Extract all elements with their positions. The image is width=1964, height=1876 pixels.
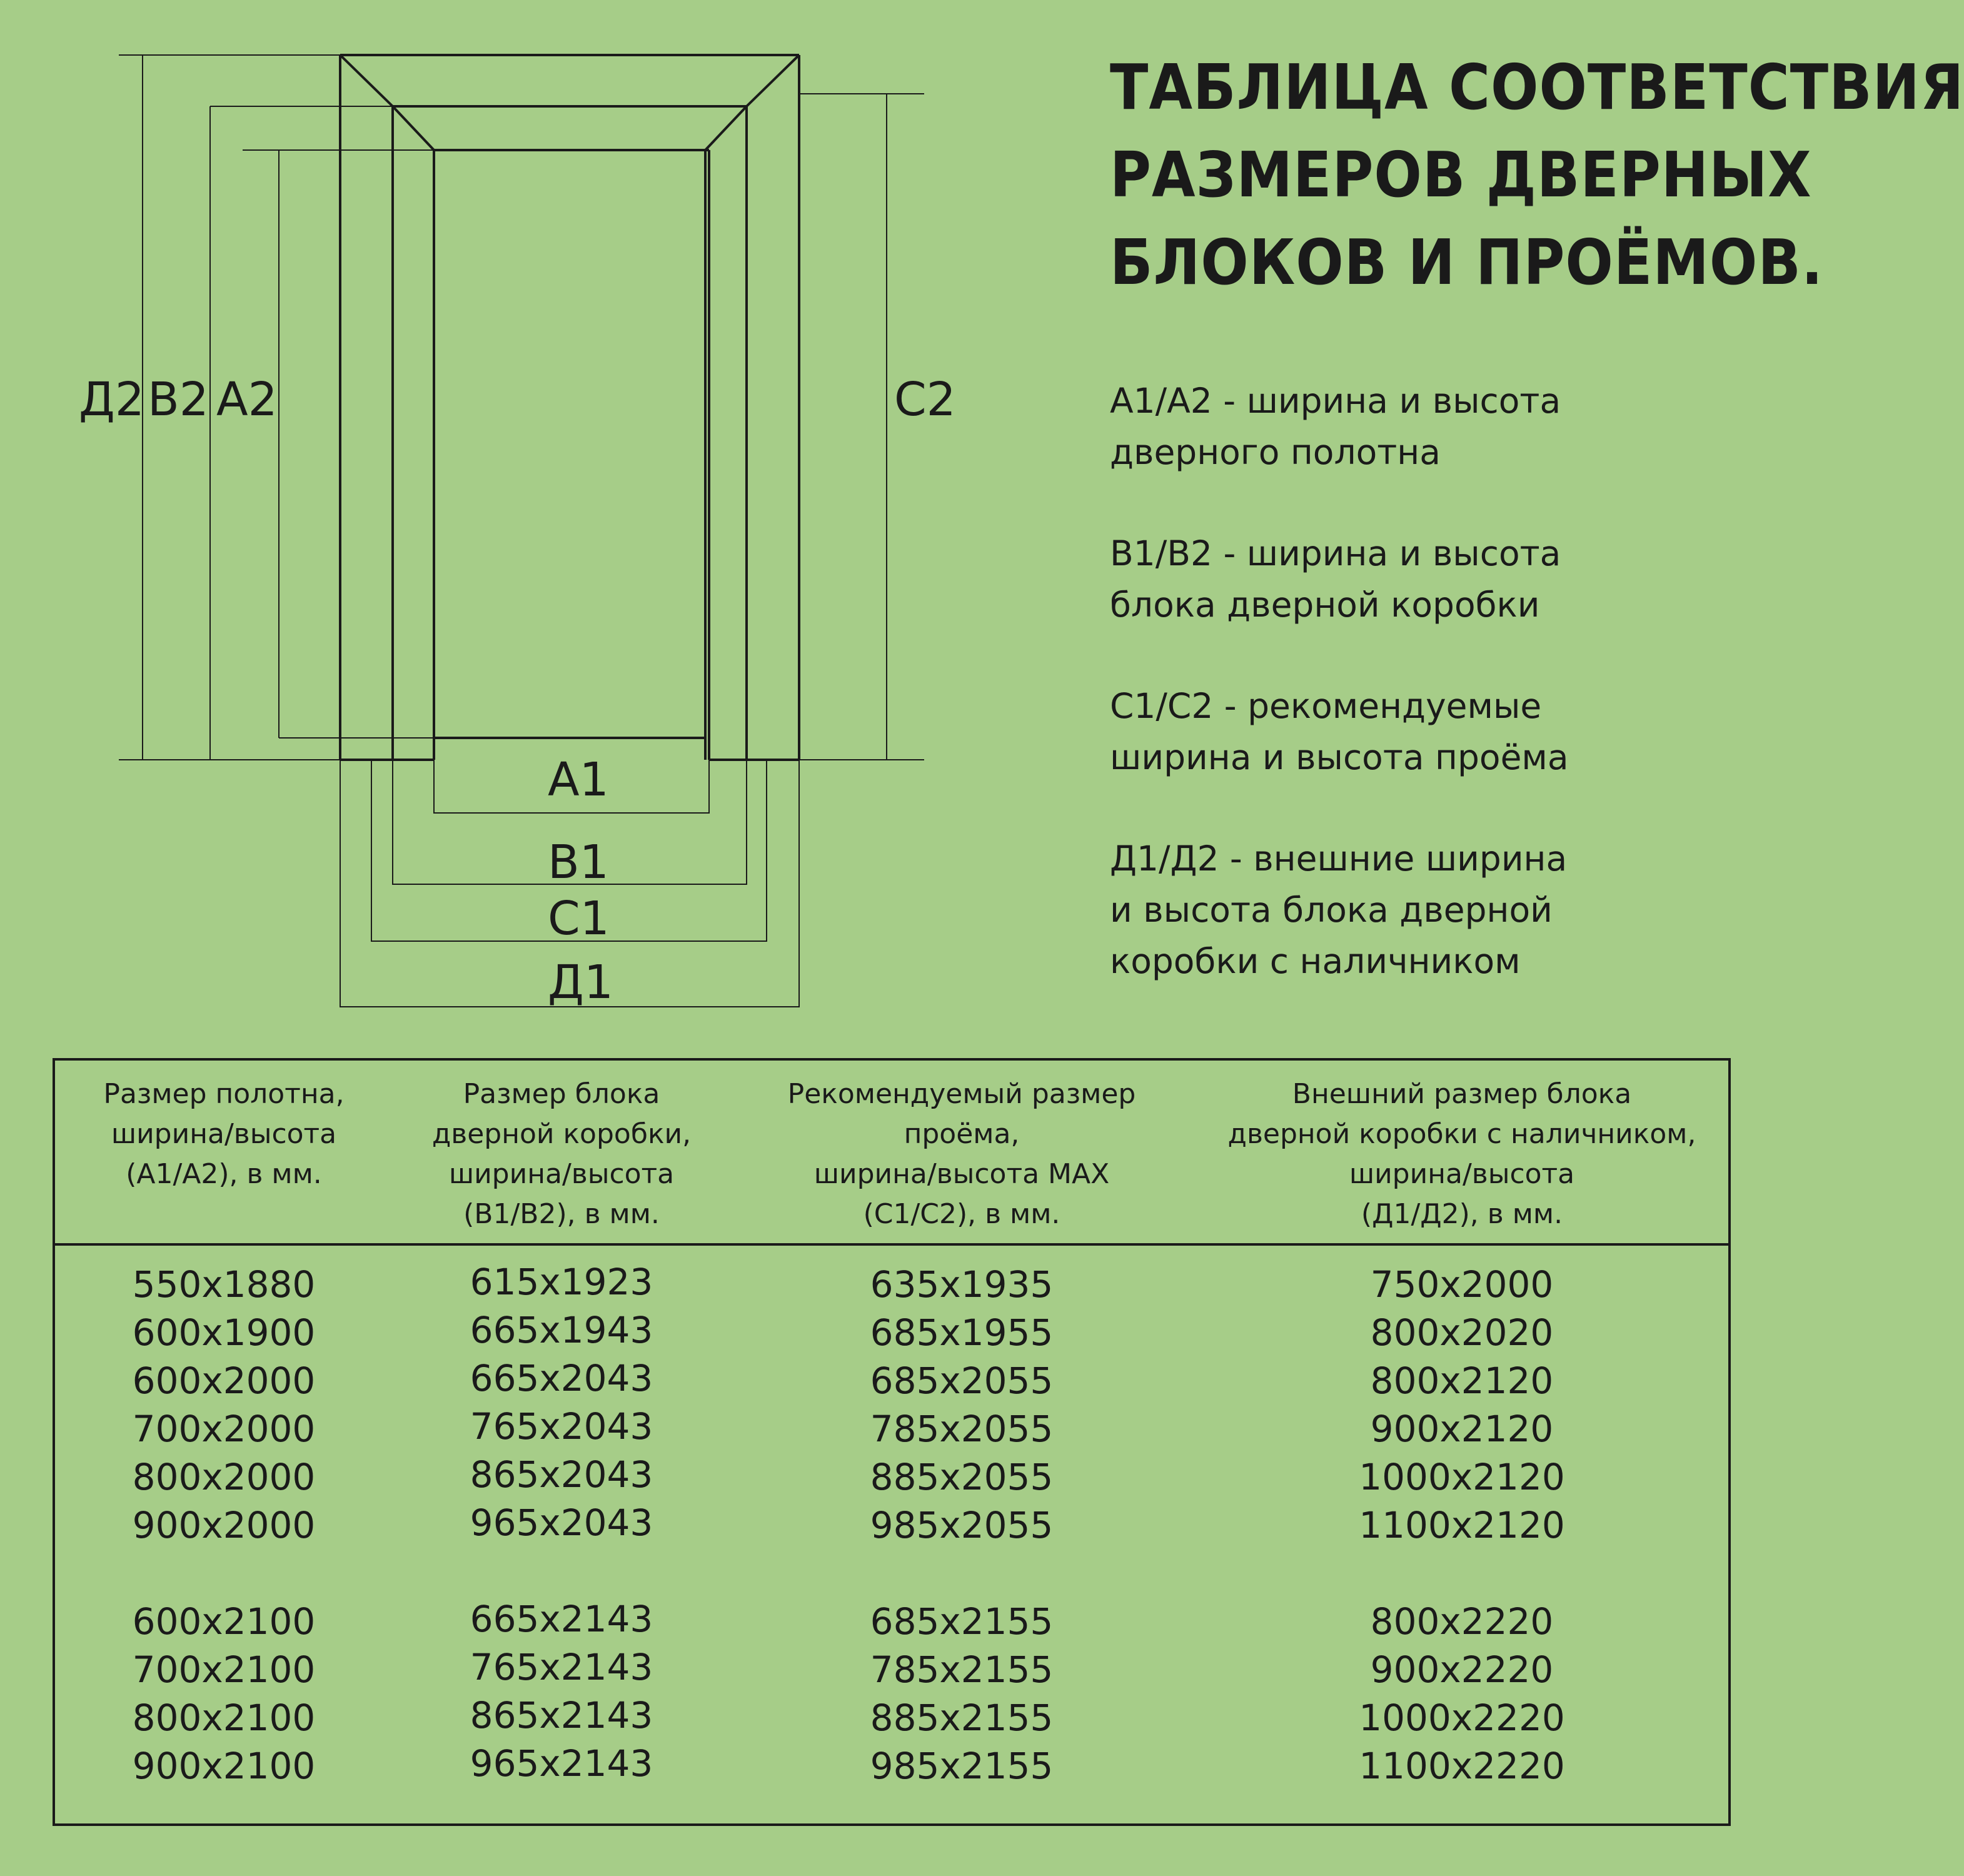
door-block-diagram: [0, 0, 975, 1038]
header-frame-size: [393, 1074, 730, 1234]
legend-line: коробки с наличником: [1110, 941, 1521, 981]
header-outer-size: [1193, 1074, 1731, 1234]
header-line: (В1/В2), в мм.: [463, 1198, 660, 1230]
label-d2: Д2: [79, 373, 144, 426]
table-cell: 1100x2120: [1359, 1504, 1565, 1546]
legend-line: дверного полотна: [1110, 432, 1441, 472]
column-leaf-size: [55, 1261, 393, 1790]
column-outer-size: [1193, 1261, 1731, 1790]
header-line: ширина/высота: [111, 1118, 337, 1150]
door-leaf: [434, 150, 709, 760]
header-line: ширина/высота: [1349, 1158, 1575, 1190]
table-cell: 765x2043: [470, 1405, 653, 1448]
table-cell: 865x2043: [470, 1453, 653, 1496]
header-line: Размер полотна,: [103, 1078, 345, 1110]
table-cell: 885x2055: [870, 1456, 1054, 1498]
column-frame-size: [393, 1258, 730, 1788]
table-cell: 885x2155: [870, 1697, 1054, 1739]
table-cell: 635x1935: [870, 1263, 1054, 1306]
legend-line: А1/А2 - ширина и высота: [1110, 381, 1561, 421]
header-line: (А1/А2), в мм.: [126, 1158, 322, 1190]
table-cell: 1000x2220: [1359, 1697, 1565, 1739]
header-line: дверной коробки с наличником,: [1227, 1118, 1696, 1150]
table-cell: 900x2220: [1370, 1648, 1554, 1691]
header-line: (Д1/Д2), в мм.: [1361, 1198, 1563, 1230]
outer-casing: [340, 55, 799, 760]
table-cell: 965x2143: [470, 1742, 653, 1785]
table-cell: 1100x2220: [1359, 1745, 1565, 1787]
header-line: проёма,: [904, 1118, 1020, 1150]
table-cell: 615x1923: [470, 1261, 653, 1303]
label-c2: С2: [894, 373, 956, 426]
table-cell: 900x2120: [1370, 1408, 1554, 1450]
table-cell: 785x2155: [870, 1648, 1054, 1691]
table-cell: 600x1900: [132, 1311, 316, 1354]
title-line: ТАБЛИЦА СООТВЕТСТВИЯ: [1110, 51, 1964, 124]
title-line: РАЗМЕРОВ ДВЕРНЫХ: [1110, 138, 1812, 211]
table-cell: 665x2143: [470, 1598, 653, 1640]
table-cell: 985x2155: [870, 1745, 1054, 1787]
header-line: ширина/высота: [448, 1158, 675, 1190]
label-c1: С1: [548, 892, 610, 946]
label-d1: Д1: [548, 956, 613, 1009]
table-cell: 665x2043: [470, 1357, 653, 1399]
header-line: (С1/С2), в мм.: [863, 1198, 1060, 1230]
header-line: дверной коробки,: [431, 1118, 692, 1150]
table-cell: 550x1880: [132, 1263, 316, 1306]
table-cell: 685x1955: [870, 1311, 1054, 1354]
legend-line: блока дверной коробки: [1110, 585, 1540, 625]
header-line: Внешний размер блока: [1292, 1078, 1632, 1110]
door-frame: [393, 106, 747, 760]
label-a1: А1: [548, 753, 609, 807]
table-cell: 765x2143: [470, 1646, 653, 1688]
legend-item-c: [1110, 680, 1773, 783]
title-line: БЛОКОВ И ПРОЁМОВ.: [1110, 226, 1824, 299]
header-line: ширина/высота MAX: [813, 1158, 1110, 1190]
legend-line: Д1/Д2 - внешние ширина: [1110, 839, 1568, 879]
label-b2: В2: [148, 373, 209, 426]
table-cell: 785x2055: [870, 1408, 1054, 1450]
table-cell: 600x2100: [132, 1600, 316, 1643]
table-header: [55, 1061, 1728, 1246]
table-cell: 865x2143: [470, 1694, 653, 1737]
table-cell: 685x2155: [870, 1600, 1054, 1643]
table-cell: 800x2020: [1370, 1311, 1554, 1354]
legend: [1110, 375, 1773, 1037]
dimension-lines: [119, 55, 924, 1007]
legend-item-d: [1110, 833, 1773, 987]
table-cell: 800x2220: [1370, 1600, 1554, 1643]
header-leaf-size: [55, 1074, 393, 1194]
table-cell: 750x2000: [1370, 1263, 1554, 1306]
header-opening-size: [730, 1074, 1193, 1234]
table-cell: 800x2120: [1370, 1359, 1554, 1402]
legend-line: В1/В2 - ширина и высота: [1110, 533, 1561, 573]
page-title: [1110, 44, 1964, 306]
label-b1: В1: [548, 835, 609, 889]
label-a2: А2: [216, 373, 278, 426]
legend-line: ширина и высота проёма: [1110, 737, 1569, 777]
column-opening-size: [730, 1261, 1193, 1790]
table-cell: 900x2000: [132, 1504, 316, 1546]
table-cell: 600x2000: [132, 1359, 316, 1402]
table-cell: 800x2000: [132, 1456, 316, 1498]
table-cell: 800x2100: [132, 1697, 316, 1739]
table-cell: 1000x2120: [1359, 1456, 1565, 1498]
legend-item-a: [1110, 375, 1773, 478]
table-cell: 685x2055: [870, 1359, 1054, 1402]
table-cell: 700x2000: [132, 1408, 316, 1450]
legend-line: и высота блока дверной: [1110, 890, 1553, 930]
table-cell: 985x2055: [870, 1504, 1054, 1546]
table-cell: 700x2100: [132, 1648, 316, 1691]
table-cell: 965x2043: [470, 1501, 653, 1544]
header-line: Размер блока: [463, 1078, 660, 1110]
header-line: Рекомендуемый размер: [787, 1078, 1136, 1110]
size-table: [53, 1058, 1731, 1826]
table-cell: 665x1943: [470, 1309, 653, 1351]
legend-line: С1/С2 - рекомендуемые: [1110, 686, 1542, 726]
table-cell: 900x2100: [132, 1745, 316, 1787]
legend-item-b: [1110, 528, 1773, 630]
